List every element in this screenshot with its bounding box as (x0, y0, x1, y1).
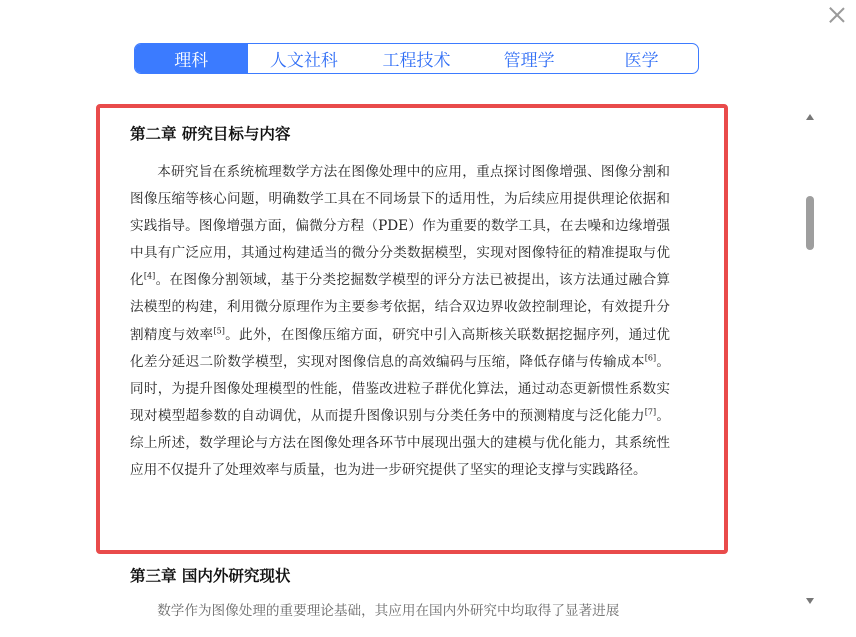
scroll-up-arrow-icon[interactable] (806, 114, 814, 120)
chapter-3-title: 第三章 国内外研究现状 (130, 566, 291, 585)
paragraph-text: 。综上所述，数学理论与方法在图像处理各环节中展现出强大的建模与优化能力，其系统性应用不仅提升了处理效率与质量，也为进一步研究提供了坚实的理论支撑与实践路径。 (130, 407, 671, 479)
citation-ref[interactable]: [6] (644, 353, 657, 363)
vertical-scrollbar[interactable] (801, 108, 819, 608)
paragraph-text: 本研究旨在系统梳理数学方法在图像处理中的应用，重点探讨图像增强、图像分割和图像压缩等核心问题，明确数学工具在不同场景下的适用性，为后续应用提供理论依据和实践指导。图像增强方面，偏微分方程（PDE）作为重要的数学工具，在去噪和边缘增强中具有广泛应用，其通过构建适当的微分分类数据模型，实现对图像特征的精准提取与优化 (130, 164, 670, 289)
chapter-2-title: 第二章 研究目标与内容 (130, 124, 291, 143)
paragraph-text: 。此外，在图像压缩方面，研究中引入高斯核关联数据挖掘序列，通过优化差分延迟二阶数学模型，实现对图像信息的高效编码与压缩，降低存储与传输成本 (130, 326, 671, 370)
tab-science[interactable]: 理科 (135, 44, 248, 73)
citation-ref[interactable]: [5] (213, 326, 225, 336)
citation-ref[interactable]: [4] (143, 271, 156, 281)
chapter-2-paragraph (130, 159, 670, 484)
paragraph-text: 。同时，为提升图像处理模型的性能，借鉴改进粒子群优化算法，通过动态更新惯性系数实现对模型超参数的自动调优，从而提升图像识别与分类任务中的预测精度与泛化能力 (130, 353, 671, 424)
tab-engineering[interactable]: 工程技术 (382, 51, 451, 71)
tab-humanities-social-science[interactable]: 人文社科 (269, 51, 338, 71)
category-tabs (134, 43, 699, 74)
paragraph-text: 。在图像分割领域，基于分类挖掘数学模型的评分方法已被提出，该方法通过融合算法模型的构建，利用微分原理作为主要参考依据，结合双边界收敛控制理论，有效提升分割精度与效率 (130, 272, 671, 343)
tab-management[interactable]: 管理学 (503, 51, 555, 71)
scroll-thumb[interactable] (806, 196, 814, 250)
document-scroll-area[interactable] (96, 104, 796, 637)
citation-ref[interactable]: [7] (644, 407, 657, 417)
close-icon[interactable] (826, 4, 848, 26)
tab-medicine[interactable]: 医学 (624, 51, 659, 71)
scroll-down-arrow-icon[interactable] (806, 598, 814, 604)
chapter-3-paragraph: 数学作为图像处理的重要理论基础，其应用在国内外研究中均取得了显著进展 (157, 603, 620, 619)
